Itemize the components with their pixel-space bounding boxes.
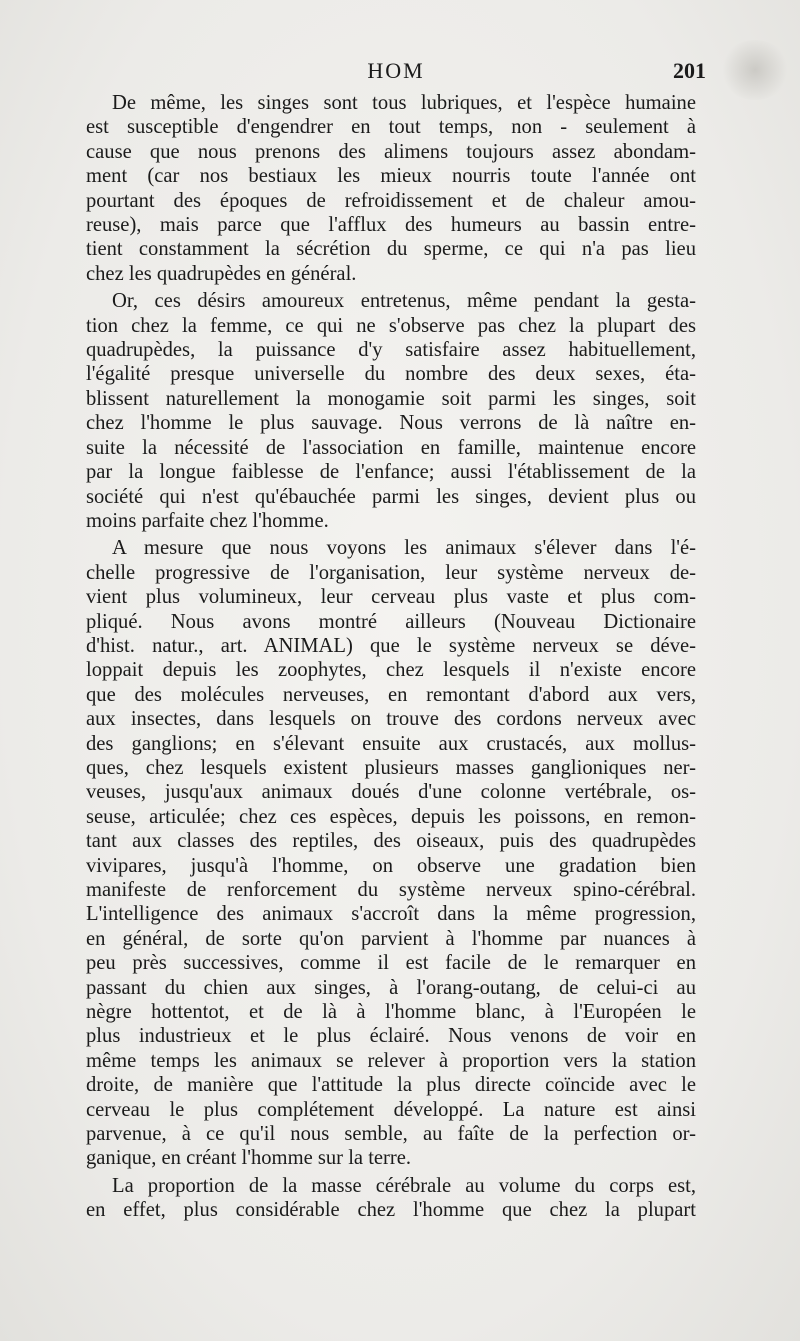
paragraph-2 (86, 289, 696, 533)
text-line: l'égalité presque universelle du nombre des deux sexes, éta- (86, 363, 696, 386)
text-line: Or, ces désirs amoureux entretenus, même pendant la gesta- (112, 290, 696, 313)
page-header (86, 58, 706, 88)
text-line: La proportion de la masse cérébrale au volume du corps est, (112, 1174, 696, 1197)
text-line: chez les quadrupèdes en général. (86, 262, 357, 285)
text-line: des ganglions; en s'élevant ensuite aux crustacés, aux mollus- (86, 732, 696, 755)
text-line: suite la nécessité de l'association en famille, maintenue encore (86, 436, 696, 459)
text-line: par la longue faiblesse de l'enfance; aussi l'établissement de la (86, 461, 696, 484)
paragraph-1 (86, 91, 696, 286)
text-line: L'intelligence des animaux s'accroît dans la même progression, (86, 903, 696, 926)
text-line: ment (car nos bestiaux les mieux nourris toute l'année ont (86, 165, 696, 188)
text-line: ques, chez lesquels existent plusieurs masses ganglioniques ner- (86, 756, 696, 779)
text-line: De même, les singes sont tous lubriques, et l'espèce humaine (112, 92, 696, 114)
page-stain (720, 40, 790, 100)
paragraph-3 (86, 536, 696, 1171)
text-line: d'hist. natur., art. ANIMAL) que le système nerveux se déve- (86, 634, 696, 657)
text-line: seuse, articulée; chez ces espèces, depuis les poissons, en remon- (86, 805, 696, 828)
text-line: A mesure que nous voyons les animaux s'élever dans l'é- (112, 537, 696, 560)
text-line: passant du chien aux singes, à l'orang-outang, de celui-ci au (86, 976, 696, 999)
text-line: reuse), mais parce que l'afflux des humeurs au bassin entre- (86, 214, 696, 237)
text-line: société qui n'est qu'ébauchée parmi les singes, devient plus ou (86, 485, 696, 508)
text-line: même temps les animaux se relever à proportion vers la station (86, 1049, 696, 1072)
page-number: 201 (673, 58, 706, 83)
text-line: moins parfaite chez l'homme. (86, 509, 329, 532)
text-line: veuses, jusqu'aux animaux doués d'une colonne vertébrale, os- (86, 781, 696, 804)
text-line: tient constamment la sécrétion du sperme, ce qui n'a pas lieu (86, 238, 696, 261)
text-line: droite, de manière que l'attitude la plus directe coïncide avec le (86, 1074, 696, 1097)
paragraph-4 (86, 1174, 696, 1223)
text-line: aux insectes, dans lesquels on trouve des cordons nerveux avec (86, 708, 696, 731)
text-line: en général, de sorte qu'on parvient à l'homme par nuances à (86, 927, 696, 950)
text-line: cause que nous prenons des alimens toujours assez abondam- (86, 140, 696, 163)
text-line: en effet, plus considérable chez l'homme que chez la plupart (86, 1199, 696, 1222)
text-line: peu près successives, comme il est facile de le remarquer en (86, 952, 696, 975)
text-line: blissent naturellement la monogamie soit parmi les singes, soit (86, 387, 696, 410)
text-line: tion chez la femme, ce qui ne s'observe pas chez la plupart des (86, 314, 696, 337)
text-line: chelle progressive de l'organisation, leur système nerveux de- (86, 561, 696, 584)
text-line: cerveau le plus complétement développé. La nature est ainsi (86, 1098, 696, 1121)
text-line: loppait depuis les zoophytes, chez lesquels il n'existe encore (86, 659, 696, 682)
body-text (86, 91, 696, 1226)
text-line: que des molécules nerveuses, en remontant d'abord aux vers, (86, 683, 696, 706)
text-line: pourtant des époques de refroidissement et de chaleur amou- (86, 189, 696, 212)
text-line: vient plus volumineux, leur cerveau plus vaste et plus com- (86, 586, 696, 609)
text-line: pliqué. Nous avons montré ailleurs (Nouveau Dictionaire (86, 610, 696, 633)
text-line: nègre hottentot, et de là à l'homme blanc, à l'Européen le (86, 1001, 696, 1024)
text-line: vivipares, jusqu'à l'homme, on observe une gradation bien (86, 854, 696, 877)
text-line: parvenue, à ce qu'il nous semble, au faîte de la perfection or- (86, 1123, 696, 1146)
text-line: tant aux classes des reptiles, des oiseaux, puis des quadrupèdes (86, 830, 696, 853)
text-line: plus industrieux et le plus éclairé. Nous venons de voir en (86, 1025, 696, 1048)
text-line: ganique, en créant l'homme sur la terre. (86, 1147, 412, 1170)
text-line: quadrupèdes, la puissance d'y satisfaire assez habituellement, (86, 339, 696, 362)
running-head: HOM (367, 58, 425, 83)
text-line: manifeste de renforcement du système nerveux spino-cérébral. (86, 879, 696, 901)
text-line: est susceptible d'engendrer en tout temps, non - seulement à (86, 116, 696, 139)
text-line: chez l'homme le plus sauvage. Nous verrons de là naître en- (86, 412, 696, 435)
